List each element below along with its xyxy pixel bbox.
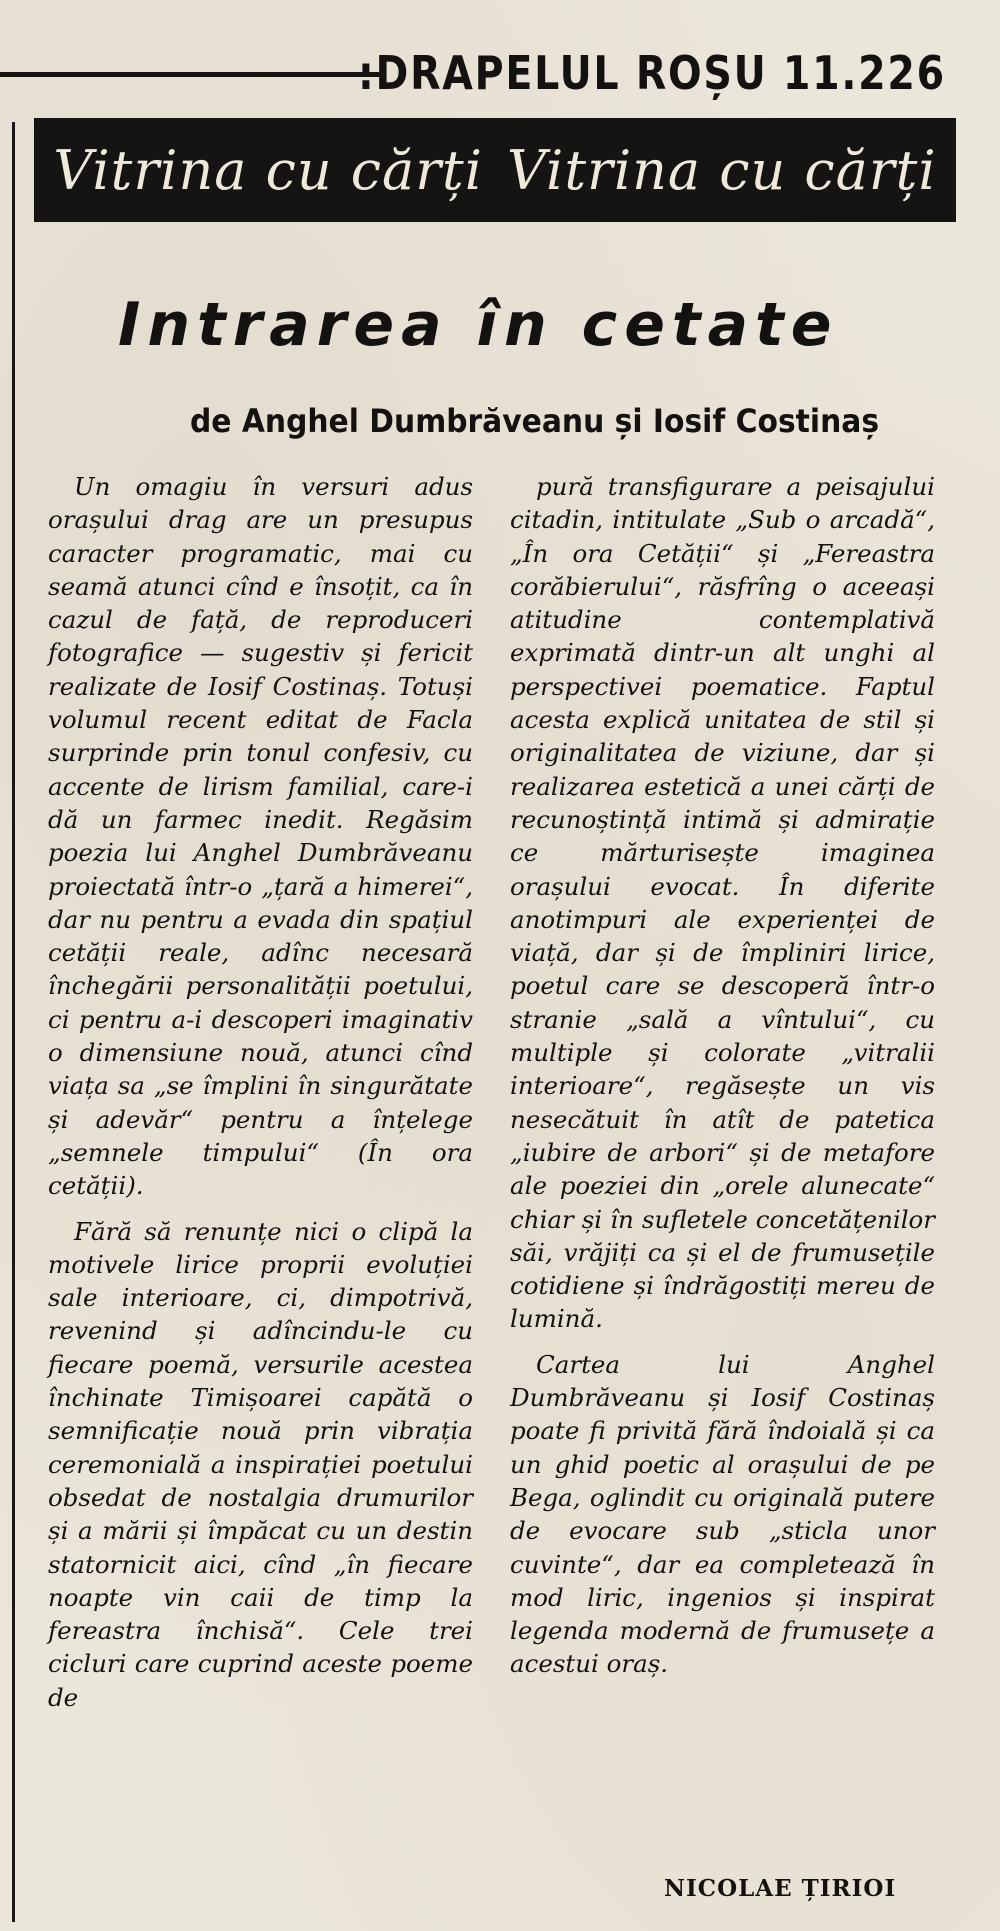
paragraph: Un omagiu în versuri adus orașului drag are un presupus caracter programatic, mai cu seamă atunci cînd e însoțit, ca în cazul de față, de reproduceri fotografice — sugestiv și fericit realizate de Iosif Costinaș. Totuși volumul recent editat de Facla surprinde prin tonul confesiv, cu accente de lirism familial, care-i dă un farmec inedit. Regăsim poezia lui Anghel Dumbrăveanu proiectată într-o „țară a himerei“, dar nu pentru a evada din spațiul cetății reale, adînc necesară închegării personalității poetului, ci pentru a-i descoperi imaginativ o dimensiune nouă, atunci cînd viața sa „se împlini în singurătate și adevăr“ pentru a înțelege „semnele timpului“ (În ora cetății). xyxy=(48,472,473,1201)
paragraph: pură transfigurare a peisajului citadin, intitulate „Sub o arcadă“, „În ora Cetății“ și „Fereastra corăbierului“, răsfrîng o aceeași atitudine contemplativă exprimată dintr-un alt unghi al perspectivei poematice. Faptul acesta explică unitatea de stil și originalitatea de viziune, dar și realizarea estetică a unei cărți de recunoștință intimă și admirație ce mărturisește imaginea orașului evocat. În diferite anotimpuri ale experienței de viață, dar și de împliniri lirice, poetul care se descoperă într-o stranie „sală a vîntului“, cu multiple și colorate „vitralii interioare“, regăsește un vis nesecătuit în atît de patetica „iubire de arbori“ și de metafore ale poeziei din „orele alunecate“ chiar și în sufletele concetățenilor săi, vrăjiți ca și el de frumusețile cotidiene și îndrăgostiți mereu de lumină. xyxy=(510,472,935,1334)
banner-label-2: Vitrina cu cărți xyxy=(507,138,937,202)
paragraph: Cartea lui Anghel Dumbrăveanu și Iosif Costinaș poate fi privită fără îndoială și ca un ghid poetic al orașului de pe Bega, oglindit cu originală putere de evocare sub „sticla unor cuvinte“, dar ea completează în mod liric, ingenios și inspirat legenda modernă de frumusețe a acestui oraș. xyxy=(510,1349,935,1679)
article-author-signature: NICOLAE ȚIRIOI xyxy=(664,1875,897,1902)
masthead-rule xyxy=(0,72,380,77)
article-column-left xyxy=(48,470,473,1726)
article-column-right xyxy=(510,470,935,1693)
article-title: Intrarea în cetate xyxy=(118,290,839,360)
article-byline: de Anghel Dumbrăveanu și Iosif Costinaș xyxy=(190,402,880,440)
column-border-rule xyxy=(12,122,15,1922)
paragraph: Fără să renunțe nici o clipă la motivele lirice proprii evoluției sale interioare, ci, dimpotrivă, revenind și adîncindu-le cu fiecare poemă, versurile acestea închinate Timișoarei capătă o semnificație nouă prin vibrația ceremonială a inspirației poetului obsedat de nostalgia drumurilor și a mării și împăcat cu un destin statornicit aici, cînd „în fiecare noapte vin caii de timp la fereastra închisă“. Cele trei cicluri care cuprind aceste poeme de xyxy=(48,1216,473,1712)
section-banner xyxy=(34,118,956,222)
masthead-publication: :DRAPELUL ROȘU 11.226 xyxy=(358,46,946,100)
banner-label-1: Vitrina cu cărți xyxy=(53,138,483,202)
